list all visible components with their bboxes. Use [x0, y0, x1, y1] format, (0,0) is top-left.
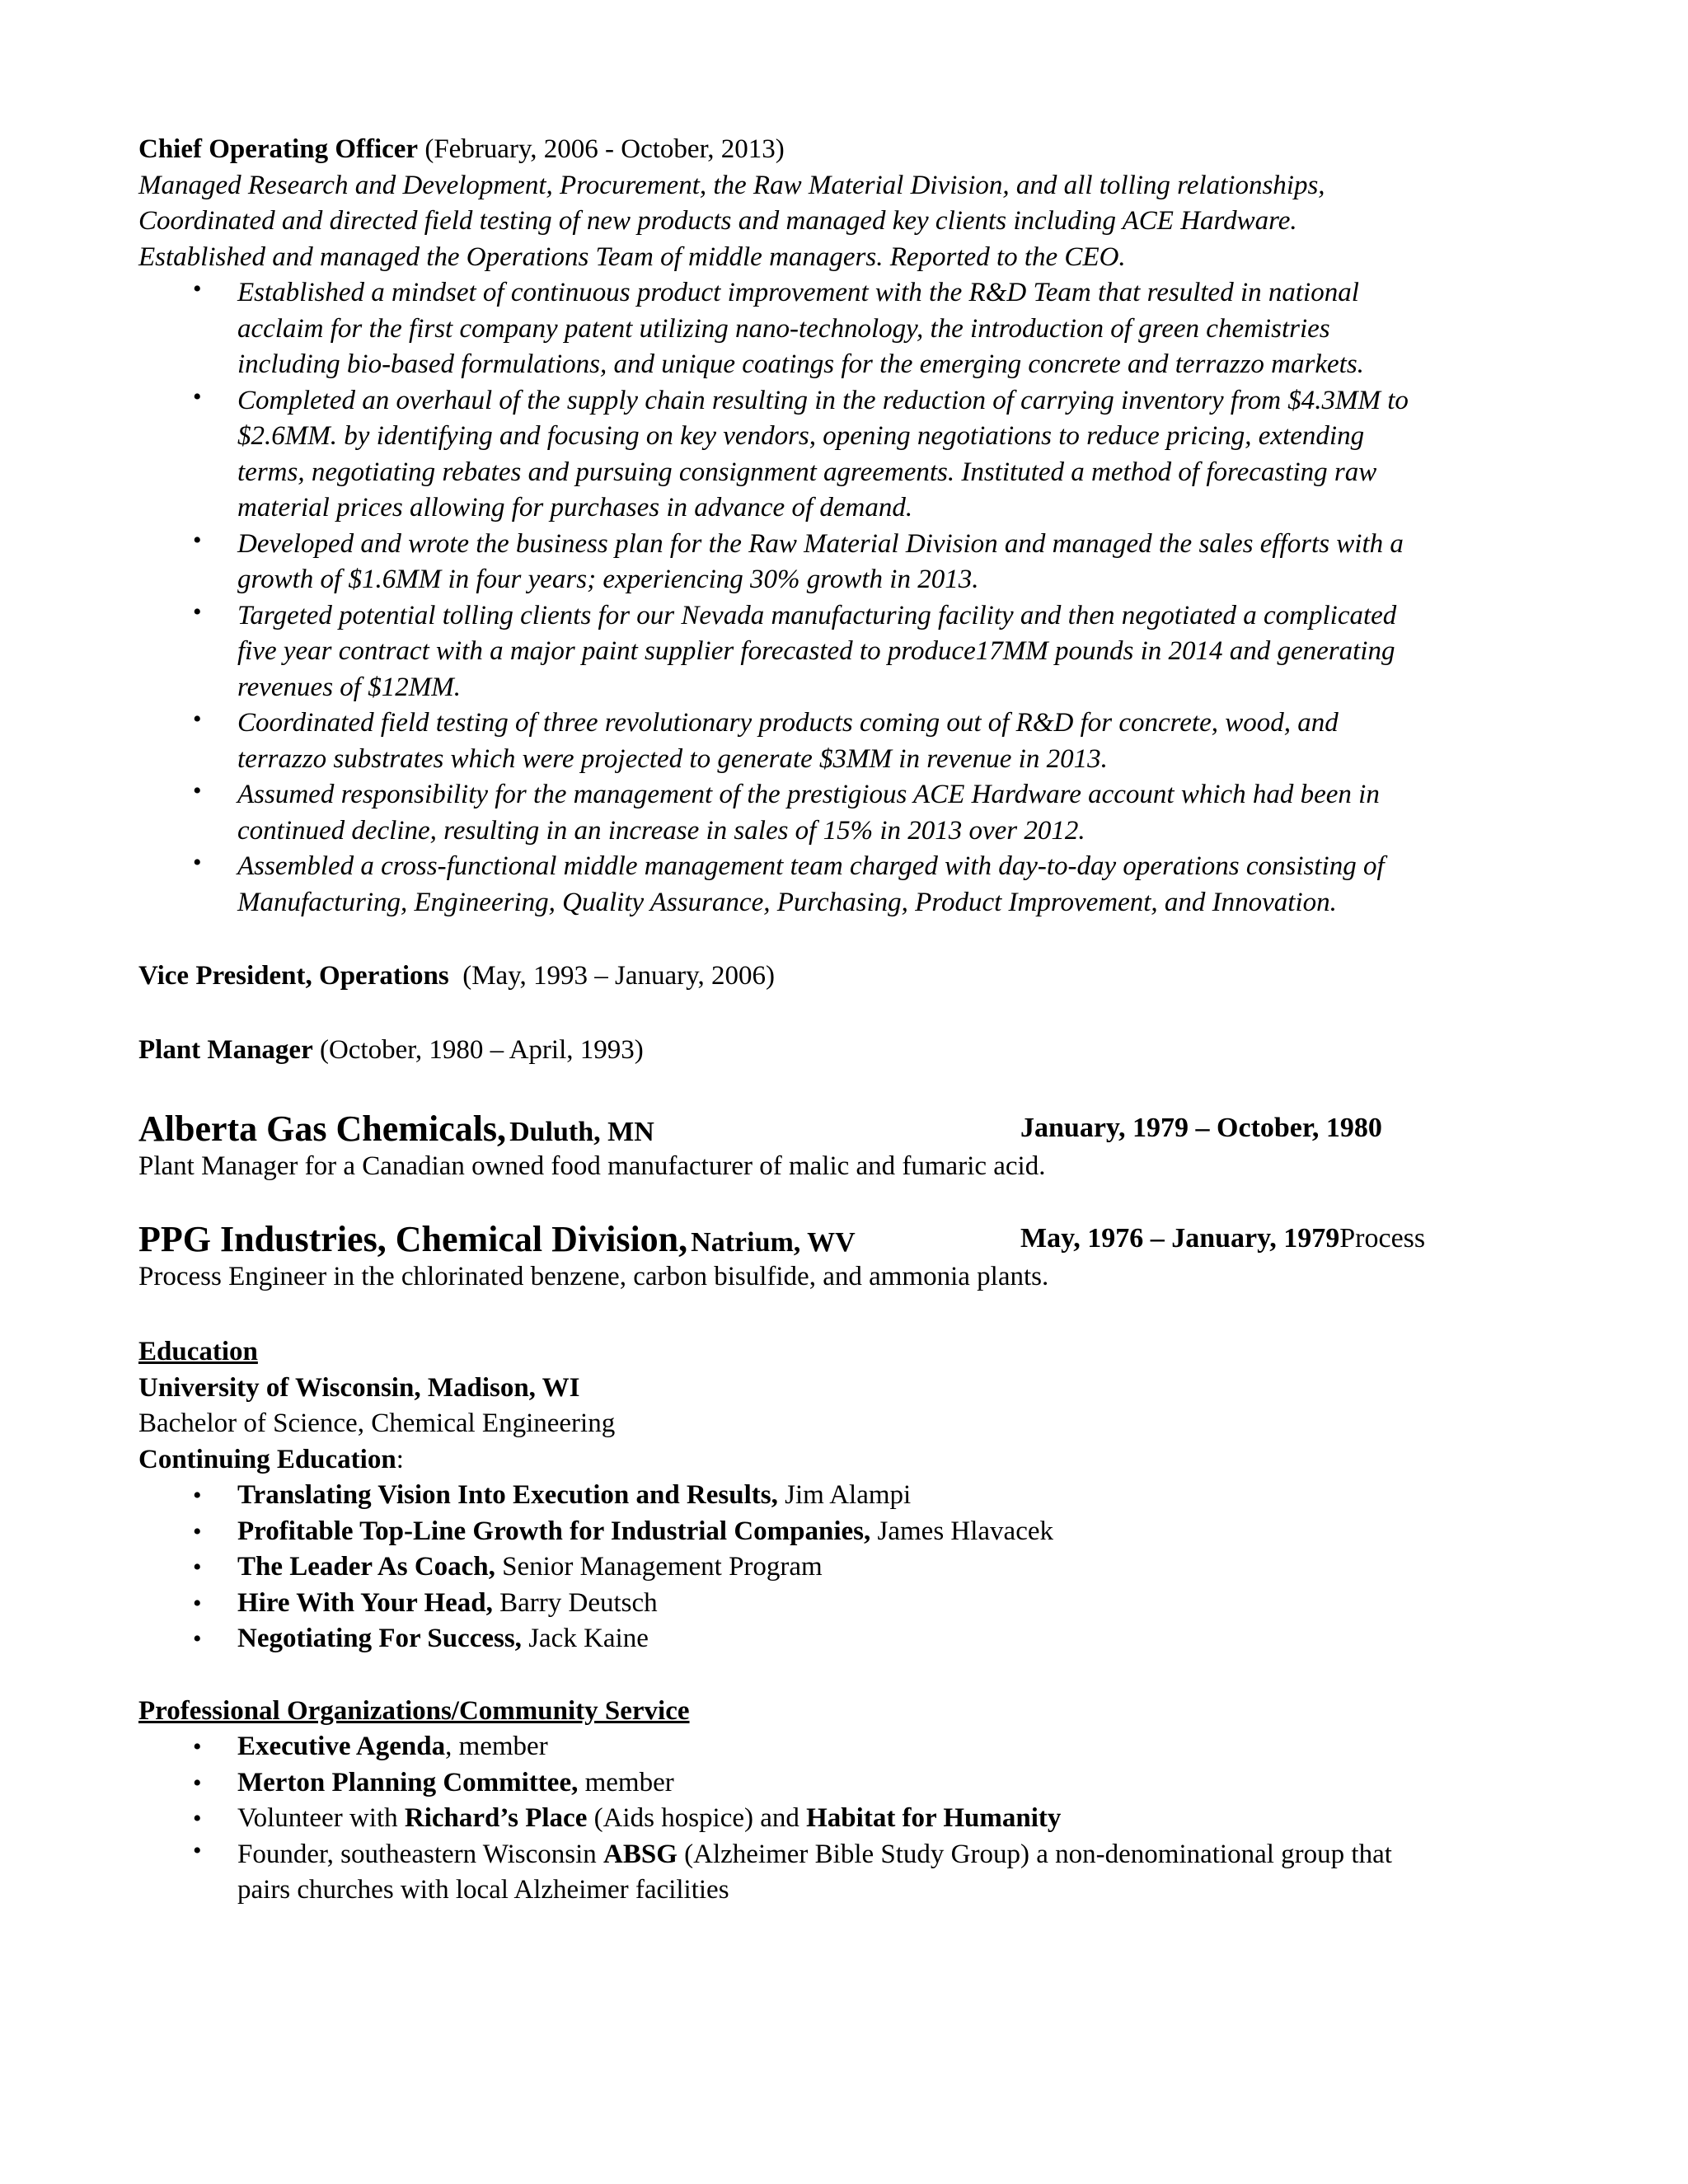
education-school: [138, 1371, 1556, 1407]
plant-manager-dates: (October, 1980 – April, 1993): [319, 1034, 644, 1065]
achievement-item: [138, 527, 1556, 598]
course-title: Hire With Your Head,: [237, 1587, 493, 1618]
vp-heading: [138, 958, 1556, 995]
course-list: [138, 1478, 1556, 1657]
achievement-line: • Targeted potential tolling clients for our Nevada manufacturing facility and then negotiated a complicated: [237, 600, 1397, 630]
founder-line: pairs churches with local Alzheimer facilities: [237, 1875, 729, 1905]
achievement-line: acclaim for the first company patent utilizing nano-technology, the introduction of green chemistries: [237, 313, 1330, 344]
achievement-line: • Assembled a cross-functional middle management team charged with day-to-day operations consisting of: [237, 851, 1385, 881]
organizations-list: [138, 1729, 1556, 1909]
coo-heading: [138, 132, 1556, 168]
continuing-label-text: Continuing Education: [138, 1444, 396, 1474]
achievement-line: including bio-based formulations, and unique coatings for the emerging concrete and terrazzo markets.: [237, 349, 1364, 379]
resume-content: [138, 132, 1556, 1909]
course-item: [138, 1514, 1556, 1550]
achievement-item: [138, 849, 1556, 921]
course-item: [138, 1478, 1556, 1514]
achievement-line: Manufacturing, Engineering, Quality Assurance, Purchasing, Product Improvement, and Innovation.: [237, 887, 1337, 917]
organization-item: [138, 1729, 1556, 1765]
course-instructor: Jack Kaine: [521, 1624, 649, 1653]
achievement-line: five year contract with a major paint supplier forecasted to produce17MM pounds in 2014 and generating: [237, 636, 1395, 666]
achievement-line: terrazzo substrates which were projected to generate $3MM in revenue in 2013.: [237, 743, 1108, 774]
course-title: Profitable Top-Line Growth for Industrial Companies,: [237, 1516, 871, 1546]
founder-prefix: Founder, southeastern Wisconsin: [237, 1839, 604, 1869]
course-instructor: James Hlavacek: [870, 1516, 1054, 1546]
coo-summary-line: Managed Research and Development, Procurement, the Raw Material Division, and all tolling relationships,: [138, 170, 1325, 200]
coo-summary-line: Coordinated and directed field testing of new products and managed key clients including ACE Hardware.: [138, 206, 1297, 236]
organization-name: Executive Agenda: [237, 1732, 446, 1761]
coo-title: Chief Operating Officer: [138, 134, 419, 164]
course-title: Negotiating For Success,: [237, 1624, 522, 1653]
achievement-line: terms, negotiating rebates and pursuing consignment agreements. Instituted a method of forecasting raw: [237, 457, 1377, 487]
alberta-dates: January, 1979 – October, 1980: [1020, 1113, 1382, 1143]
achievement-item: [138, 777, 1556, 849]
education-degree: Bachelor of Science, Chemical Engineering: [138, 1408, 616, 1438]
alberta-location: Duluth, MN: [509, 1117, 654, 1147]
organizations-heading: Professional Organizations/Community Service: [138, 1695, 690, 1726]
ppg-dates-trailing: Process: [1339, 1222, 1426, 1254]
ppg-location: Natrium, WV: [691, 1226, 856, 1258]
organization-name: Merton Planning Committee,: [237, 1767, 579, 1797]
ppg-company: PPG Industries, Chemical Division,: [138, 1218, 688, 1259]
continuing-label-colon: :: [396, 1444, 404, 1474]
course-item: [138, 1549, 1556, 1586]
ppg-dates-wrap: [1020, 1223, 1425, 1254]
volunteer-org-1: Richard’s Place: [404, 1803, 588, 1833]
course-title: Translating Vision Into Execution and Results,: [237, 1480, 778, 1510]
volunteer-mid: (Aids hospice) and: [587, 1803, 807, 1833]
achievement-line: • Developed and wrote the business plan for the Raw Material Division and managed the sales efforts with a: [237, 528, 1404, 559]
achievement-line: • Coordinated field testing of three revolutionary products coming out of R&D for concrete, wood, and: [237, 708, 1339, 738]
founder-line: [237, 1837, 1556, 1873]
course-item: [138, 1586, 1556, 1622]
achievement-line: revenues of $12MM.: [237, 672, 461, 702]
course-instructor: Barry Deutsch: [492, 1587, 658, 1618]
alberta-heading: [138, 1108, 1556, 1149]
continuing-education-label: [138, 1442, 1556, 1479]
alberta-company: Alberta Gas Chemicals,: [138, 1108, 507, 1149]
course-item: [138, 1621, 1556, 1657]
volunteer-item: [138, 1801, 1556, 1837]
achievement-line: continued decline, resulting in an increase in sales of 15% in 2013 over 2012.: [237, 815, 1085, 846]
achievement-item: [138, 598, 1556, 706]
course-instructor: Jim Alampi: [777, 1480, 912, 1510]
alberta-description: Plant Manager for a Canadian owned food manufacturer of malic and fumaric acid.: [138, 1151, 1046, 1181]
vp-title: Vice President, Operations: [138, 961, 449, 991]
achievement-line: • Assumed responsibility for the management of the prestigious ACE Hardware account which had been in: [237, 780, 1380, 809]
coo-achievements-list: [138, 275, 1556, 921]
plant-manager-title: Plant Manager: [138, 1034, 313, 1065]
volunteer-prefix: Volunteer with: [237, 1803, 405, 1833]
course-title: The Leader As Coach,: [237, 1552, 495, 1582]
organization-role: , member: [445, 1732, 548, 1761]
achievement-line: • Established a mindset of continuous product improvement with the R&D Team that resulted in national: [237, 278, 1359, 307]
course-instructor: Senior Management Program: [495, 1552, 823, 1582]
achievement-item: [138, 705, 1556, 777]
ppg-description: Process Engineer in the chlorinated benzene, carbon bisulfide, and ammonia plants.: [138, 1261, 1049, 1291]
vp-dates: (May, 1993 – January, 2006): [462, 961, 776, 991]
founder-item: [138, 1837, 1556, 1909]
founder-description: (Alzheimer Bible Study Group) a non-denominational group that: [677, 1839, 1392, 1869]
achievement-item: [138, 275, 1556, 383]
plant-manager-heading: [138, 1033, 1556, 1069]
education-heading: Education: [138, 1337, 258, 1366]
school-name: University of Wisconsin, Madison, WI: [138, 1372, 580, 1403]
coo-summary-line: Established and managed the Operations Team of middle managers. Reported to the CEO.: [138, 241, 1126, 272]
achievement-line: • Completed an overhaul of the supply chain resulting in the reduction of carrying inventory from $4.3MM to: [237, 385, 1409, 415]
ppg-dates: May, 1976 – January, 1979: [1020, 1222, 1340, 1254]
achievement-line: $2.6MM. by identifying and focusing on key vendors, opening negotiations to reduce pricing, extending: [237, 421, 1365, 451]
volunteer-org-2: Habitat for Humanity: [806, 1803, 1062, 1833]
coo-dates: (February, 2006 - October, 2013): [424, 134, 785, 164]
achievement-item: [138, 383, 1556, 527]
organization-role: member: [578, 1767, 674, 1797]
founder-org: ABSG: [603, 1839, 678, 1869]
achievement-line: material prices allowing for purchases in advance of demand.: [237, 493, 913, 523]
achievement-line: growth of $1.6MM in four years; experiencing 30% growth in 2013.: [237, 565, 979, 594]
organization-item: [138, 1765, 1556, 1802]
ppg-heading: [138, 1218, 1556, 1259]
